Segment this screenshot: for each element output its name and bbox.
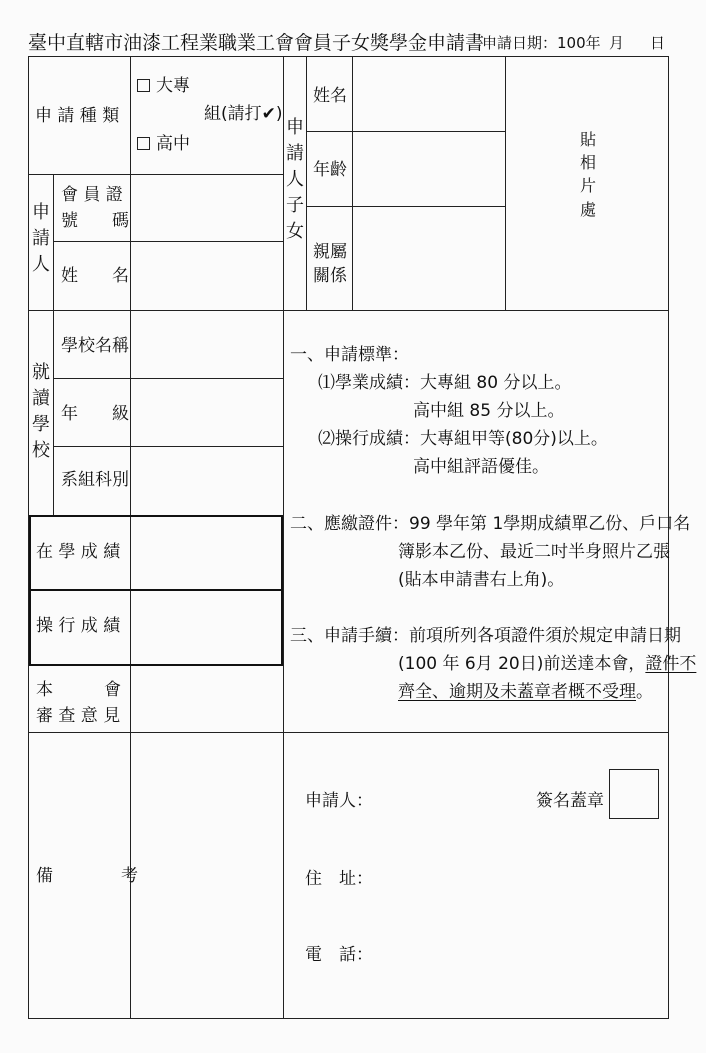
divider [352,56,353,310]
seal-box[interactable] [609,769,659,819]
academic-score-label: 在 學 成 績 [36,542,121,562]
note-s3-d: 齊全、逾期及未蓋章者概不受理 [398,682,636,702]
review-label-line1: 本 會 [36,680,121,700]
note-s3-b-line [398,654,696,675]
note-s1-b: 高中組 85 分以上。 [413,401,565,421]
option-high[interactable] [137,134,190,155]
divider [53,174,54,310]
divider [29,589,283,591]
relation-label-line2: 關係 [313,266,347,286]
college-checkbox[interactable] [137,79,150,92]
seal-label: 簽名蓋章 [536,791,604,811]
form-title: 臺中直轄市油漆工程業職業工會會員子女獎學金申請書 [28,32,485,54]
remarks-label: 備 考 [36,866,138,886]
divider [28,174,283,175]
address-label: 住 址： [305,869,373,889]
note-s1-d: 高中組評語優佳。 [413,457,549,477]
divider [28,732,669,733]
child-vertical-label: 申請人子女 [286,117,304,243]
member-no-label-line1: 會 員 證 [61,185,123,205]
option-college[interactable] [137,76,190,97]
apply-type-label: 申 請 種 類 [35,106,120,126]
note-s3-d-line [398,682,653,703]
divider [306,206,505,207]
divider [53,378,283,379]
divider [53,241,283,242]
applicant-name-label: 姓 名 [61,266,129,286]
note-s3-c: 證件不 [645,654,697,674]
divider [53,310,54,516]
conduct-score-label: 操 行 成 績 [36,616,121,636]
relation-label-line1: 親屬 [313,242,347,262]
divider [306,56,307,310]
note-s2-c: (貼本申請書右上角)。 [398,570,565,590]
child-name-label: 姓名 [313,86,347,106]
note-s3-b: (100 年 6月 20日)前送達本會， [398,654,646,674]
school-name-label: 學校名稱 [61,336,129,356]
member-no-label-line2: 號 碼 [61,211,129,231]
photo-placeholder-label: 貼相片處 [579,130,596,219]
applicant-vertical-label: 申請人 [32,202,50,276]
child-age-label: 年齡 [313,160,347,180]
school-vertical-label: 就讀學校 [32,362,50,462]
note-s1-title: 一、申請標準： [290,345,409,365]
divider [306,131,505,132]
divider [505,56,506,310]
note-s1-a: ⑴學業成績：大專組 80 分以上。 [318,373,572,393]
highschool-checkbox[interactable] [137,137,150,150]
option-high-label: 高中 [156,134,190,154]
application-date-label: 申請日期：100年 [482,34,601,52]
note-s1-c: ⑵操行成績：大專組甲等(80分)以上。 [318,429,608,449]
divider [28,310,669,311]
option-group-note: 組(請打✔) [204,104,283,124]
note-s3-e: 。 [636,682,653,702]
application-day-label: 日 [650,34,666,52]
note-s3-a: 三、申請手續：前項所列各項證件須於規定申請日期 [290,626,681,646]
grade-label: 年 級 [61,404,129,424]
signature-applicant-label: 申請人： [305,791,373,811]
divider [53,446,283,447]
application-month-label: 月 [609,34,625,52]
department-label: 系組科別 [61,470,129,490]
review-label-line2: 審 查 意 見 [36,706,121,726]
option-college-label: 大專 [156,76,190,96]
note-s2-b: 簿影本乙份、最近二吋半身照片乙張 [398,542,670,562]
note-s2-a: 二、應繳證件：99 學年第 1學期成績單乙份、戶口名 [290,514,691,534]
phone-label: 電 話： [305,945,373,965]
